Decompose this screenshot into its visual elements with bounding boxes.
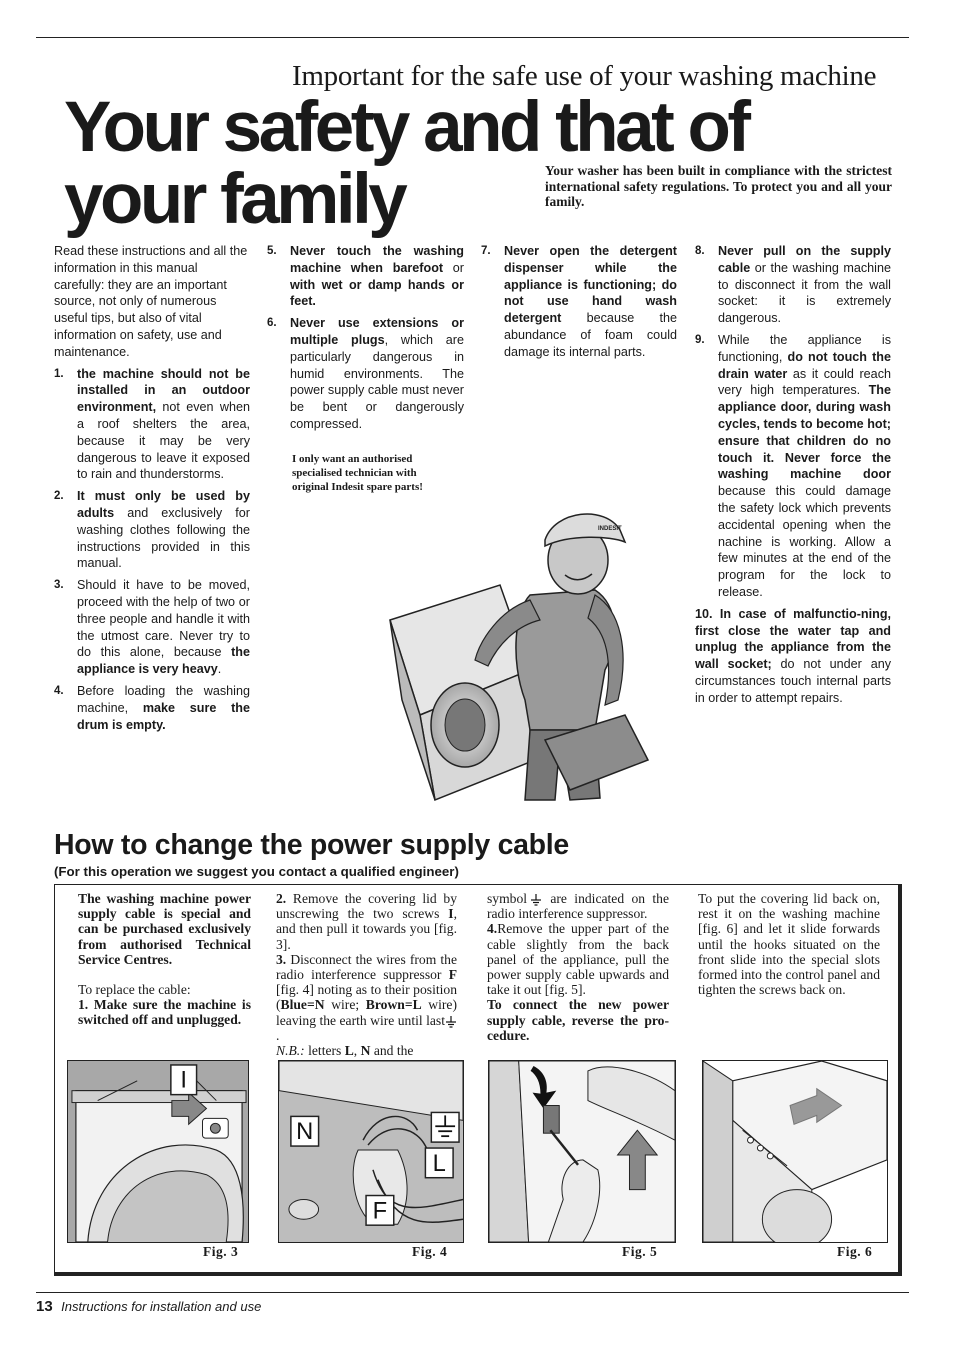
safety-column-1 [54, 243, 250, 738]
figure-5-caption: Fig. 5 [622, 1244, 658, 1259]
safety-item-7: 7. Never open the detergent dispenser while the appliance is functioning; do not use hand wash detergent because the abundance of foam could damage its internal parts. [481, 244, 677, 359]
safety-item-6: 6. Never use extensions or multiple plugs, which are particularly dangerous in humid environments. The power supply cable must never be bent or dangerously compressed. [267, 316, 464, 431]
safety-item-1: 1. the machine should not be installed in an outdoor environment, not even when a roof shelters the area, because it may be very dangerous to leave it exposed to rain and thunderstorms. [54, 366, 250, 482]
safety-item-2: 2. It must only be used by adults and exclusively for washing clothes following the instructions provided in this manual. [54, 489, 250, 571]
footer-text: Instructions for installation and use [61, 1299, 262, 1314]
cap-logo: INDESIT [598, 526, 622, 532]
cable-warning: The washing machine power supply cable is special and can be purchased exclusively from authorised Technical Service Centres. [78, 891, 251, 967]
title-line-2: your family [64, 160, 405, 239]
replace-intro: To replace the cable: [78, 982, 191, 998]
technician-speech: I only want an authorised specialised technician with original Indesit spare parts! [292, 453, 423, 493]
cable-step-column-2: 2. Remove the covering lid by unscrewing the two screws I, and then pull it towards you [fig. 3]. 3. Disconnect the wires from the radio interference suppressor F [fig. 4] noting as to their position (Blue=N wire; Brown=L wire) leaving the earth wire until last. N.B.: letters L, N and the [276, 891, 457, 1059]
safety-column-4 [695, 243, 891, 712]
technician-illustration [380, 500, 650, 810]
suppressor-label: F [372, 1198, 388, 1225]
neutral-label: N [296, 1119, 314, 1146]
reconnect-instruction: To connect the new power supply cable, reverse the pro-cedure. [487, 997, 669, 1043]
intro-paragraph: Read these instructions and all the information in this manual carefully: they are an important source, not only of numerous useful tips, but also of vital information on safety, use and maintenance. [54, 244, 248, 359]
safety-item-9: 9. While the appliance is functioning, do not touch the drain water as it could reach very high temperatures. The appliance door, during wash cycles, tends to become hot; ensure that children do no touch it. Never force the washing machine door because this could damage the safety lock which prevents accidental opening when the nachine is working. Allow a few minutes at the end of the program for the lock to release. [695, 332, 891, 599]
page-number: 13 [36, 1298, 53, 1315]
safety-item-5: 5. Never touch the washing machine when barefoot or with wet or damp hands or feet. [267, 244, 465, 309]
figure-6-caption: Fig. 6 [837, 1244, 873, 1259]
live-label: L [432, 1150, 446, 1177]
figure-3-lid-removal [67, 1060, 249, 1243]
cable-step-column-3: symbol are indicated on the radio interference suppressor. 4.Remove the upper part of the cable slightly from the back panel of the appliance, pull the power supply cable upwards and take it out [fig. 5]. To connect the new power supply cable, reverse the pro-cedure. [487, 891, 669, 1043]
figure-4-suppressor-wires [278, 1060, 464, 1243]
safety-item-3: 3. Should it have to be moved, proceed with the help of two or three people and handle it with the utmost care. Never try to do this alone, because the appliance is very heavy. [54, 578, 250, 677]
page-footer [36, 1298, 261, 1316]
section-heading: How to change the power supply cable [54, 829, 569, 861]
screw-label: I [180, 1067, 188, 1094]
figure-4-caption: Fig. 4 [412, 1244, 448, 1259]
safety-column-3 [481, 243, 677, 366]
safety-item-10: 10. In case of malfunctio-ning, first close the water tap and unplug the appliance from the wall socket; do not under any circumstances touch internal parts in order to attempt repairs. [695, 606, 892, 705]
safety-column-2 [267, 243, 464, 438]
bottom-rule [36, 1292, 909, 1293]
figure-6-lid-refit [702, 1060, 888, 1243]
safety-item-8: 8. Never pull on the supply cable or the washing machine to disconnect it from the wall socket: it is extremely dangerous. [695, 244, 891, 326]
safety-item-4: 4. Before loading the washing machine, make sure the drum is empty. [54, 683, 251, 732]
cable-step-column-1 [78, 891, 251, 1028]
cable-step-column-4: To put the covering lid back on, rest it on the washing machine [fig. 6] and let it slide forwards until the hooks situated on the front slide into the special slots formed into the control panel and tighten the screws back on. [698, 891, 880, 998]
page-subtitle: Important for the safe use of your washing machine [292, 60, 877, 92]
earth-symbol-icon [529, 894, 543, 906]
figure-5-cable-removal [488, 1060, 676, 1243]
compliance-note: Your washer has been built in compliance with the strictest international safety regulations. To protect you and all your family. [545, 163, 892, 209]
earth-symbol-icon [445, 1016, 457, 1028]
figure-3-caption: Fig. 3 [203, 1244, 239, 1259]
step-1: 1. Make sure the machine is switched off and unplugged. [78, 997, 251, 1028]
section-subheading: (For this operation we suggest you contact a qualified engineer) [54, 864, 459, 879]
top-rule [36, 37, 909, 38]
title-line-1: Your safety and that of [64, 88, 748, 167]
